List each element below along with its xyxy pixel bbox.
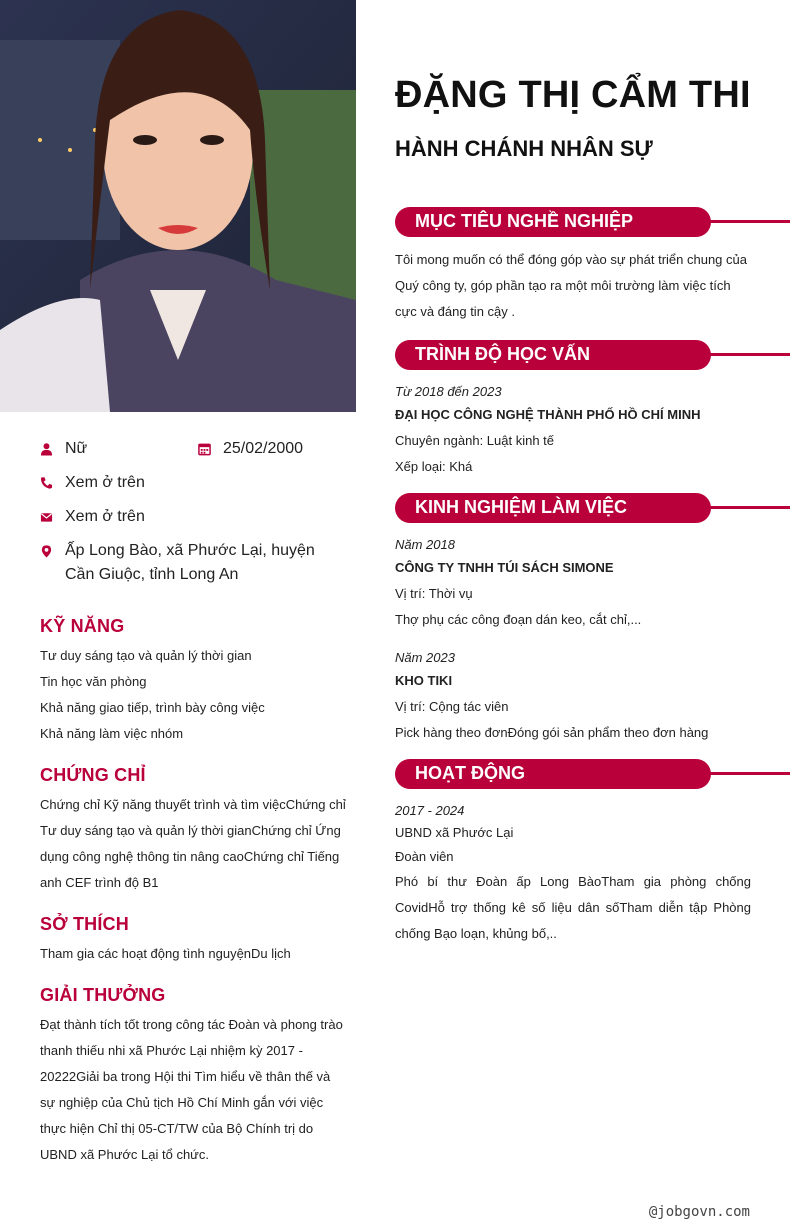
education-title: TRÌNH ĐỘ HỌC VẤN: [415, 344, 590, 364]
section-divider: [705, 506, 790, 509]
education-rank: Xếp loại: Khá: [395, 459, 473, 474]
gender-value: Nữ: [65, 440, 88, 457]
activities-block: [395, 801, 751, 947]
user-icon: [40, 442, 53, 456]
dob-value: 25/02/2000: [223, 440, 304, 457]
job-description: Pick hàng theo đơnĐóng gói sản phẩm theo đơn hàng: [395, 725, 709, 740]
objective-header: [395, 207, 790, 239]
activity-position: Đoàn viên: [395, 849, 454, 864]
activities-pill: [395, 759, 711, 789]
hobbies-text: Tham gia các hoạt động tình nguyệnDu lịch: [40, 946, 291, 961]
skills-title: KỸ NĂNG: [40, 616, 125, 636]
activity-org: UBND xã Phước Lại: [395, 825, 514, 840]
skill-item: Tin học văn phòng: [40, 674, 147, 689]
education-school: ĐẠI HỌC CÔNG NGHỆ THÀNH PHỐ HỒ CHÍ MINH: [395, 407, 701, 422]
job-period: Năm 2023: [395, 650, 455, 665]
job-position: Vị trí: Cộng tác viên: [395, 699, 509, 714]
contact-dob: [198, 440, 303, 461]
awards-section: [40, 985, 348, 1168]
address-value: Ấp Long Bào, xã Phước Lại, huyện Cần Giuộc, tỉnh Long An: [65, 542, 315, 583]
section-divider: [705, 353, 790, 356]
objective-pill: [395, 207, 711, 237]
contact-phone: [40, 474, 145, 495]
footer-watermark: @jobgovn.com: [648, 1204, 750, 1220]
experience-header: [395, 493, 790, 525]
job-period: Năm 2018: [395, 537, 455, 552]
profile-photo-image: [0, 0, 356, 412]
hobbies-title: SỞ THÍCH: [40, 914, 129, 934]
activity-description: Phó bí thư Đoàn ấp Long BàoTham gia phòng chống CovidHỗ trợ thống kê số liệu dân sốTham diễn tập Phòng chống Bạo loạn, khủng bố,..: [395, 874, 751, 941]
profile-photo: [0, 0, 356, 412]
calendar-icon: [198, 442, 211, 456]
skills-section: [40, 616, 348, 747]
objective-title: MỤC TIÊU NGHỀ NGHIỆP: [415, 211, 634, 231]
email-value: Xem ở trên: [65, 508, 145, 525]
skills-list: [40, 643, 348, 747]
education-pill: [395, 340, 711, 370]
awards-title: GIẢI THƯỞNG: [40, 985, 166, 1005]
section-divider: [705, 772, 790, 775]
phone-icon: [40, 476, 53, 490]
activities-title: HOẠT ĐỘNG: [415, 763, 525, 783]
job-description: Thợ phụ các công đoạn dán keo, cắt chỉ,...: [395, 612, 642, 627]
certificates-text: Chứng chỉ Kỹ năng thuyết trình và tìm việcChứng chỉ Tư duy sáng tạo và quản lý thời gianChứng chỉ Ứng dụng công nghệ thông tin nâng caoChứng chỉ Tiếng anh CEF trình độ B1: [40, 797, 346, 890]
section-divider: [705, 220, 790, 223]
activity-period: 2017 - 2024: [395, 803, 465, 818]
education-period: Từ 2018 đến 2023: [395, 384, 502, 399]
skill-item: Khả năng làm việc nhóm: [40, 726, 184, 741]
candidate-name: ĐẶNG THỊ CẨM THI: [395, 74, 751, 116]
certificates-section: [40, 765, 348, 896]
envelope-icon: [40, 510, 53, 524]
objective-text: Tôi mong muốn có thể đóng góp vào sự phát triển chung của Quý công ty, góp phần tạo ra một môi trường làm việc tích cực và đáng tin cậy .: [395, 252, 747, 319]
activities-header: [395, 759, 790, 791]
awards-text: Đạt thành tích tốt trong công tác Đoàn và phong trào thanh thiếu nhi xã Phước Lại nhiệm kỳ 2017 - 20222Giải ba trong Hội thi Tìm hiểu về thân thế và sự nghiệp của Chủ tịch Hồ Chí Minh gắn với việc thực hiện Chỉ thị 05-CT/TW của Bộ Chính trị do UBND xã Phước Lại tổ chức.: [40, 1017, 343, 1162]
skill-item: Khả năng giao tiếp, trình bày công việc: [40, 700, 265, 715]
phone-value: Xem ở trên: [65, 474, 145, 491]
education-major: Chuyên ngành: Luật kinh tế: [395, 433, 555, 448]
experience-pill: [395, 493, 711, 523]
skill-item: Tư duy sáng tạo và quản lý thời gian: [40, 648, 252, 663]
job-company: CÔNG TY TNHH TÚI SÁCH SIMONE: [395, 560, 614, 575]
experience-job: [395, 535, 751, 633]
left-column: [0, 0, 356, 1232]
contact-email: [40, 508, 145, 529]
contact-address: [40, 542, 330, 587]
job-position: Vị trí: Thời vụ: [395, 586, 473, 601]
experience-job: [395, 648, 751, 746]
job-company: KHO TIKI: [395, 673, 453, 688]
contact-gender: [40, 440, 87, 461]
certificates-title: CHỨNG CHỈ: [40, 765, 146, 785]
experience-title: KINH NGHIỆM LÀM VIỆC: [415, 497, 628, 517]
hobbies-section: [40, 914, 348, 967]
candidate-role: HÀNH CHÁNH NHÂN SỰ: [395, 136, 653, 161]
location-pin-icon: [40, 544, 53, 558]
education-block: [395, 382, 751, 480]
education-header: [395, 340, 790, 372]
